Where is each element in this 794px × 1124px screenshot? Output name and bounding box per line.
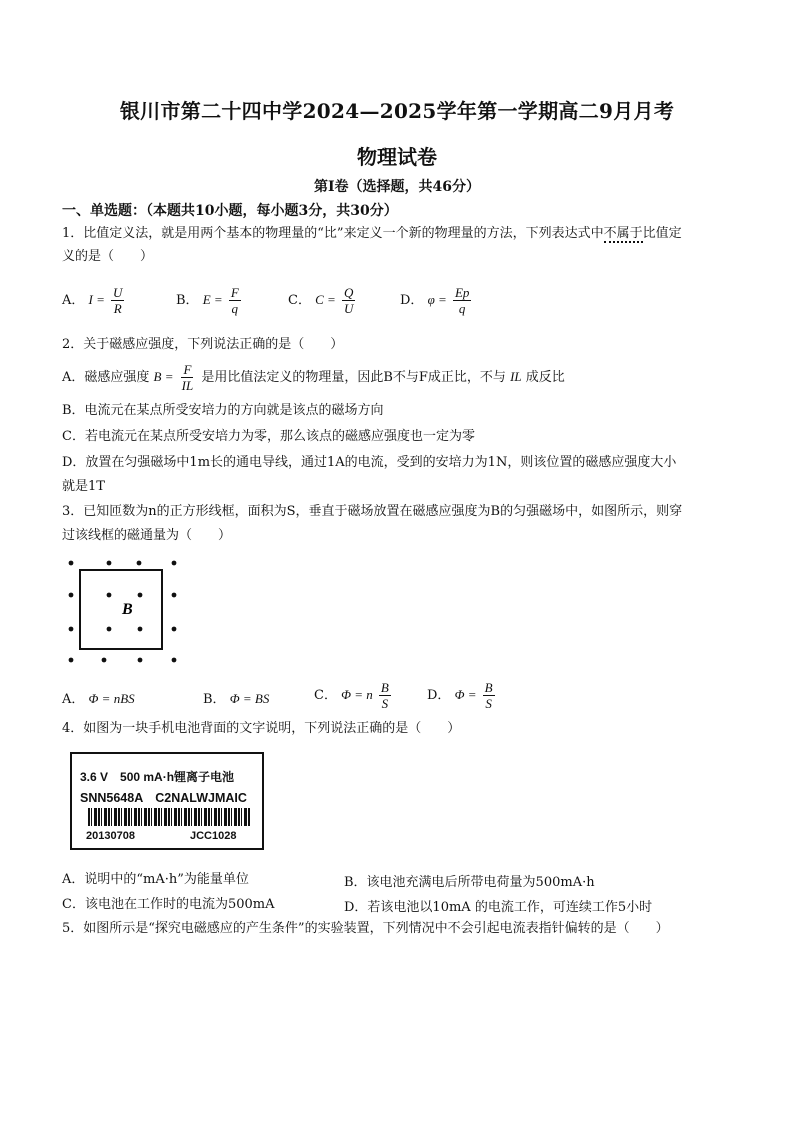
fraction: [483, 680, 495, 711]
q4-option-c: C．该电池在工作时的电流为500mA: [62, 897, 275, 912]
q4-option-b: B．该电池充满电后所带电荷量为500mA·h: [344, 875, 595, 890]
option-label: D．: [400, 293, 424, 308]
field-label: B: [122, 601, 133, 618]
option-lhs: I =: [88, 292, 105, 307]
q3-stem-line1: 3．已知匝数为n的正方形线框，面积为S，垂直于磁场放置在磁感应强度为B的匀强磁场中，如图所示，则穿: [62, 504, 683, 519]
q2-option-a: [62, 362, 565, 393]
fraction: [229, 285, 241, 316]
q1-option-a: [62, 285, 126, 316]
fraction: [342, 285, 355, 316]
subject-title: 物理试卷: [357, 145, 437, 169]
q4-option-d: D．若该电池以10mA 的电流工作，可连续工作5小时: [344, 900, 653, 915]
q5-stem: 5．如图所示是“探究电磁感应的产生条件”的实验装置，下列情况中不会引起电流表指针偏转的是（ ）: [62, 921, 669, 936]
option-formula: Φ = BS: [229, 691, 270, 706]
battery-spec: 3.6 V 500 mA·h锂离子电池: [80, 770, 235, 784]
option-lhs: E =: [202, 292, 223, 307]
q3-stem-line2: 过该线框的磁通量为（ ）: [62, 528, 232, 543]
battery-label-figure: [70, 752, 262, 848]
option-lhs: φ =: [427, 292, 447, 307]
numerator: F: [183, 362, 192, 377]
q4-stem: 4．如图为一块手机电池背面的文字说明，下列说法正确的是（ ）: [62, 721, 461, 736]
numerator: F: [230, 285, 239, 300]
q2-option-d-line2: 就是1T: [62, 479, 105, 494]
option-lhs: C =: [315, 292, 336, 307]
numerator: U: [113, 285, 123, 300]
q1-option-d: [400, 285, 473, 316]
battery-code: JCC1028: [190, 830, 237, 842]
option-lhs: Φ =: [454, 687, 477, 702]
option-lhs: Φ = n: [341, 687, 373, 702]
numerator: B: [484, 680, 493, 695]
q1-emphasis: 不属于: [603, 226, 643, 241]
option-formula: Φ = nBS: [88, 691, 135, 706]
option-label: B．: [176, 293, 199, 308]
q1-stem-line1: [62, 225, 682, 243]
q1-option-c: [288, 285, 357, 316]
denominator: q: [231, 301, 239, 316]
fraction: [180, 362, 196, 393]
denominator: S: [381, 696, 389, 711]
option-label: C．: [288, 293, 311, 308]
numerator: Ep: [454, 285, 470, 300]
q1-text-end: 比值定: [642, 226, 682, 241]
part-title: 第Ⅰ卷（选择题，共46分）: [313, 179, 481, 195]
fraction: [379, 680, 391, 711]
q3-option-d: [427, 680, 497, 711]
denominator: U: [343, 301, 354, 316]
battery-label-content: [74, 758, 256, 840]
school-title: 银川市第二十四中学2024—2025学年第一学期高二9月月考: [119, 99, 675, 123]
q2-option-b: B．电流元在某点所受安培力的方向就是该点的磁场方向: [62, 403, 384, 418]
option-label: A．: [62, 692, 85, 707]
numerator: B: [380, 680, 389, 695]
barcode: [88, 808, 250, 826]
q1-option-b: [176, 285, 243, 316]
battery-date: 20130708: [86, 830, 135, 842]
q2a-text-end: 成反比: [525, 370, 565, 385]
q2-option-c: C．若电流元在某点所受安培力为零，那么该点的磁感应强度也一定为零: [62, 429, 475, 444]
denominator: IL: [181, 378, 194, 393]
option-label: C．: [314, 688, 337, 703]
denominator: q: [458, 301, 466, 316]
q2-option-d-line1: D．放置在匀强磁场中1m长的通电导线，通过1A的电流，受到的安培力为1N，则该位置的磁感应强度大小: [62, 455, 677, 470]
q3-option-b: [203, 688, 269, 707]
option-label: A．: [62, 293, 85, 308]
q1-text: 1．比值定义法，就是用两个基本的物理量的“比”来定义一个新的物理量的方法，下列表达式中: [62, 226, 604, 241]
q1-stem-line2: 义的是（ ）: [62, 249, 154, 264]
magnetic-field-figure: [62, 555, 188, 667]
q2a-text-post: 是用比值法定义的物理量，因此B不与F成正比，不与: [201, 370, 506, 385]
coil-frame: [80, 570, 162, 649]
q3-option-a: [62, 688, 135, 707]
section-heading: 一、单选题：（本题共10小题，每小题3分，共30分）: [62, 203, 398, 219]
q4-option-a: A．说明中的“mA·h”为能量单位: [62, 872, 249, 887]
q3-option-c: [314, 680, 393, 711]
numerator: Q: [343, 285, 354, 300]
q2a-lhs: B =: [153, 369, 174, 384]
option-label: D．: [427, 688, 451, 703]
q2a-il: IL: [510, 369, 522, 384]
q2-stem: 2．关于磁感应强度，下列说法正确的是（ ）: [62, 337, 344, 352]
fraction: [111, 285, 124, 316]
battery-serial: SNN5648A C2NALWJMAIC: [80, 791, 247, 805]
denominator: R: [113, 301, 122, 316]
denominator: S: [485, 696, 492, 711]
q2a-text: A．磁感应强度: [62, 370, 150, 385]
fraction: [453, 285, 471, 316]
option-label: B．: [203, 692, 226, 707]
